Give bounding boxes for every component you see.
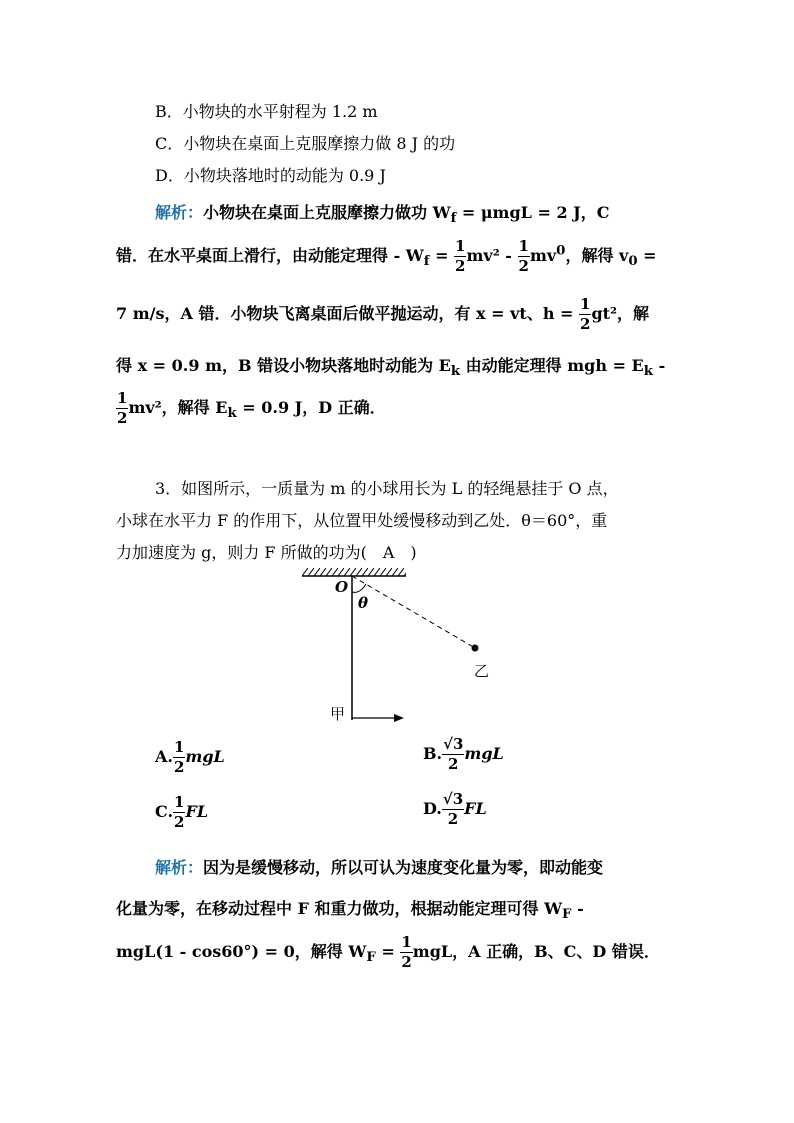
option-b: B．小物块的水平射程为 1.2 m (155, 102, 378, 121)
choice-a: A. $\frac{1}{2}$ mgL (155, 738, 225, 776)
ceiling-hatch (302, 568, 406, 576)
option-c: C．小物块在桌面上克服摩擦力做 8 J 的功 (155, 134, 456, 153)
label-yi: 乙 (474, 662, 490, 680)
pendulum-figure (290, 560, 510, 730)
analysis1-line5: $\frac{1}{2}$ mv²，解得 $E_k = 0.9$ J，D 正确． (117, 389, 386, 427)
label-o: O (335, 578, 349, 596)
ball-yi (472, 645, 479, 652)
option-d: D．小物块落地时的动能为 0.9 J (155, 166, 386, 185)
analysis1-line3: 7 m/s，A 错．小物块飞离桌面后做平抛运动，有 x = vt、h = $\frac{1}{2}$ gt²，解 (116, 295, 650, 333)
analysis1-line4: 得 x = 0.9 m，B 错设小物块落地时动能为 $E_k$ 由动能定理得 mgh = $E_k$ - (116, 356, 666, 380)
choice-b: B. $\frac{√3}{2}$ mgL (423, 735, 504, 773)
analysis2-line3: mgL(1 - cos60°) = 0，解得 $W_F$ = $\frac{1}{2}$ mgL，A 正确，B、C、D 错误． (116, 933, 660, 971)
force-arrowhead (394, 714, 404, 722)
theta-arc (352, 584, 366, 592)
label-jia: 甲 (330, 705, 346, 723)
q3-line2: 小球在水平力 F 的作用下，从位置甲处缓慢移动到乙处．θ＝60°，重 (116, 511, 608, 530)
analysis1-line1: 解析：小物块在桌面上克服摩擦力做功 $W_f = \mu mgL = 2$ J，C (155, 203, 610, 227)
q3-line1: 3．如图所示，一质量为 m 的小球用长为 L 的轻绳悬挂于 O 点， (155, 479, 619, 498)
analysis2-line2: 化量为零，在移动过程中 F 和重力做功，根据动能定理可得 $W_F$ - (116, 899, 584, 923)
label-theta: θ (358, 594, 369, 612)
analysis1-line2: 错．在水平桌面上滑行，由动能定理得 - $W_f$ = $\frac{1}{2}$ mv² - $\frac{1}{2}$ $mv^0$，解得 $v_0$ = (116, 237, 657, 275)
choice-d: D. $\frac{√3}{2}$ FL (423, 790, 487, 828)
choice-c: C. $\frac{1}{2}$ FL (155, 793, 209, 831)
analysis-label: 解析： (155, 203, 204, 222)
rope-dashed (352, 576, 475, 648)
analysis2-line1: 解析：因为是缓慢移动，所以可认为速度变化量为零，即动能变 (155, 858, 604, 877)
q3-line3: 力加速度为 g，则力 F 所做的功为( A ) (116, 543, 417, 562)
analysis-label: 解析： (155, 858, 204, 877)
